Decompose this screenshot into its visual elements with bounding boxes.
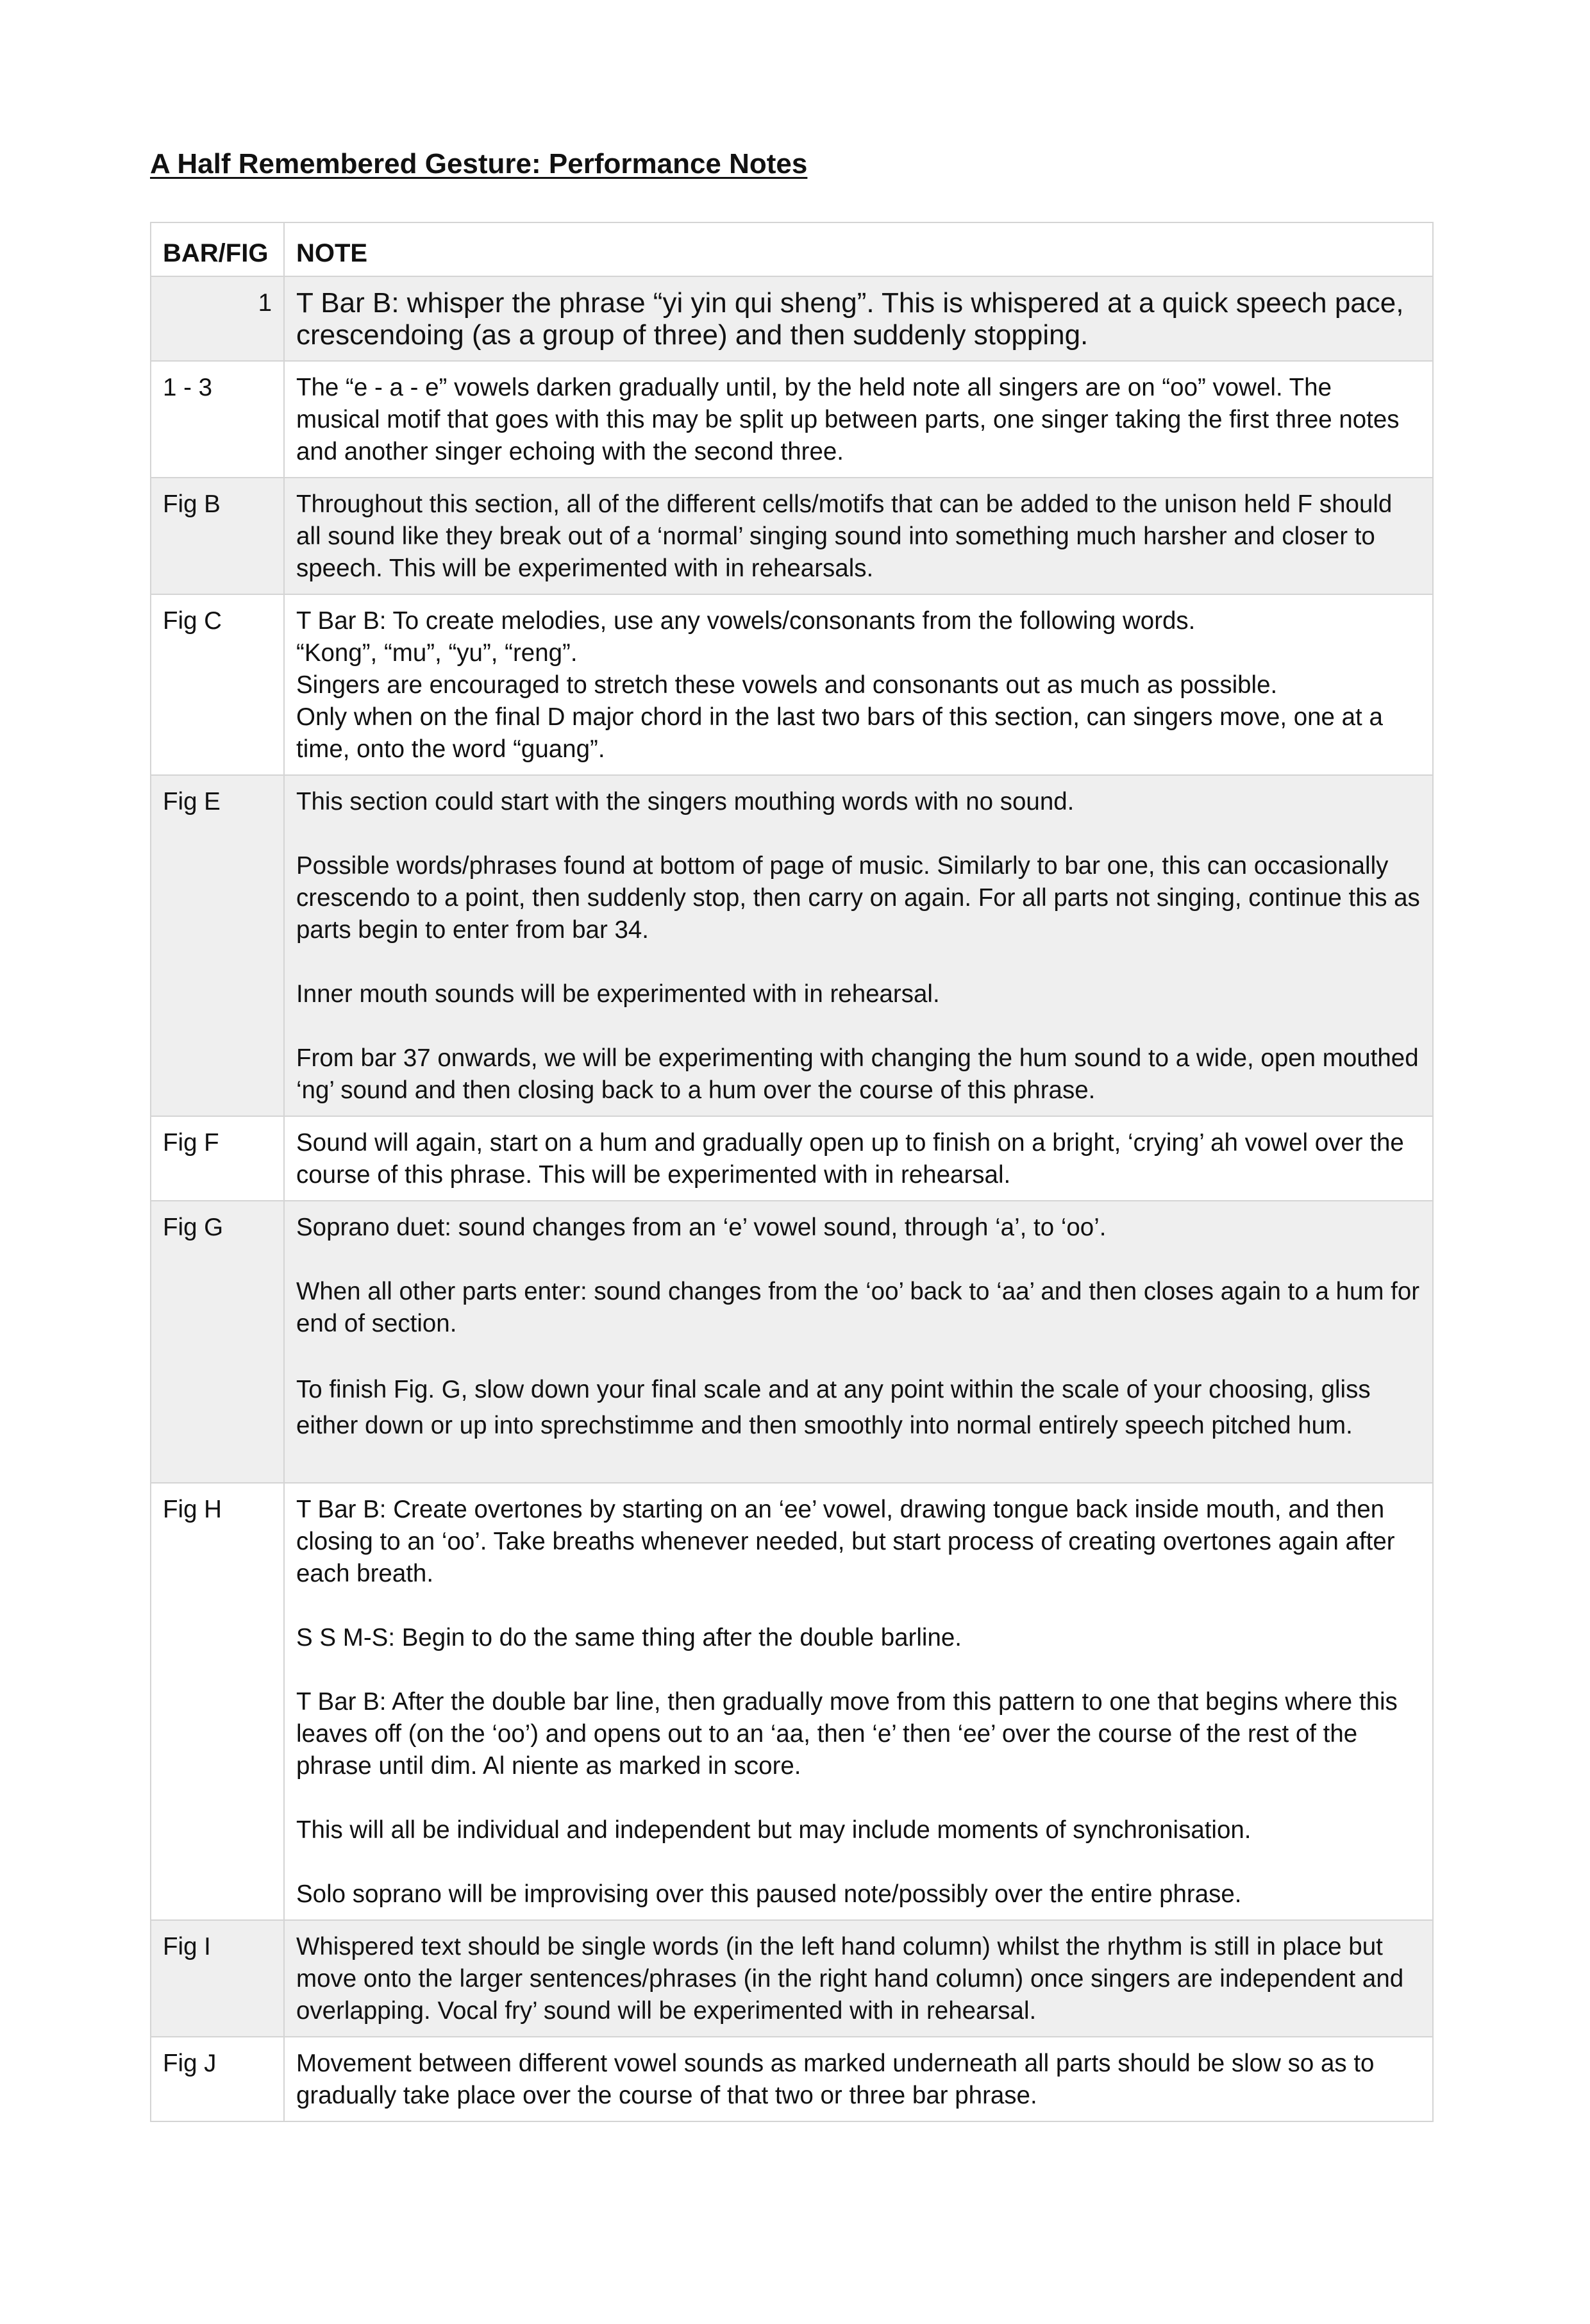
table-header-row (151, 222, 1433, 276)
note-paragraph: Throughout this section, all of the different cells/motifs that can be added to the unison held F should all sound like they break out of a ‘normal’ singing sound into something much harsher and closer to speech. This will be experimented with in rehearsals. (296, 490, 1393, 582)
table-row (151, 594, 1433, 775)
table-row (151, 775, 1433, 1116)
table-row (151, 361, 1433, 478)
page-title: A Half Remembered Gesture: Performance Notes (150, 148, 808, 180)
note-cell (284, 1201, 1433, 1483)
note-cell (284, 594, 1433, 775)
bar-fig-cell: Fig H (151, 1483, 284, 1920)
table-row (151, 2037, 1433, 2121)
table-row (151, 1116, 1433, 1201)
note-line: Only when on the final D major chord in the last two bars of this section, can singers move, one at a time, onto the word “guang”. (296, 703, 1383, 763)
note-cell (284, 2037, 1433, 2121)
note-paragraph: To finish Fig. G, slow down your final scale and at any point within the scale of your choosing, gliss either down or up into sprechstimme and then smoothly into normal entirely speech pitched hum. (296, 1376, 1371, 1439)
note-paragraph: From bar 37 onwards, we will be experimenting with changing the hum sound to a wide, open mouthed ‘ng’ sound and then closing back to a hum over the course of this phrase. (296, 1044, 1419, 1104)
note-paragraph: T Bar B: After the double bar line, then gradually move from this pattern to one that begins where this leaves off (on the ‘oo’) and opens out to an ‘aa, then ‘e’ then ‘ee’ over the course of the rest of the phrase until dim. Al niente as marked in score. (296, 1688, 1398, 1780)
note-cell (284, 775, 1433, 1116)
note-paragraph: Solo soprano will be improvising over this paused note/possibly over the entire phrase. (296, 1880, 1242, 1908)
note-paragraph: T Bar B: whisper the phrase “yi yin qui sheng”. This is whispered at a quick speech pace, crescendoing (as a group of three) and then suddenly stopping. (296, 287, 1404, 351)
column-header-note: NOTE (284, 222, 1433, 276)
note-line: “Kong”, “mu”, “yu”, “reng”. (296, 639, 578, 667)
column-header-bar-fig: BAR/FIG (151, 222, 284, 276)
note-cell (284, 478, 1433, 594)
note-paragraph: When all other parts enter: sound changes from the ‘oo’ back to ‘aa’ and then closes again to a hum for end of section. (296, 1278, 1420, 1337)
note-line: Singers are encouraged to stretch these vowels and consonants out as much as possible. (296, 671, 1278, 699)
note-paragraph: The “e - a - e” vowels darken gradually until, by the held note all singers are on “oo” vowel. The musical motif that goes with this may be split up between parts, one singer taking the first three notes and another singer echoing with the second three. (296, 374, 1400, 465)
note-cell (284, 1483, 1433, 1920)
note-paragraph: Soprano duet: sound changes from an ‘e’ vowel sound, through ‘a’, to ‘oo’. (296, 1214, 1107, 1241)
note-paragraph: Movement between different vowel sounds as marked underneath all parts should be slow so as to gradually take place over the course of that two or three bar phrase. (296, 2050, 1375, 2109)
note-paragraph: Whispered text should be single words (in the left hand column) whilst the rhythm is still in place but move onto the larger sentences/phrases (in the right hand column) once singers are independent and overlapping. Vocal fry’ sound will be experimented with in rehearsal. (296, 1933, 1404, 2025)
note-paragraph: This will all be individual and independent but may include moments of synchronisation. (296, 1816, 1251, 1844)
note-cell (284, 1116, 1433, 1201)
note-cell (284, 276, 1433, 361)
note-cell (284, 1920, 1433, 2037)
table-row (151, 1201, 1433, 1483)
bar-fig-cell: Fig J (151, 2037, 284, 2121)
note-paragraph: Inner mouth sounds will be experimented with in rehearsal. (296, 980, 940, 1008)
note-paragraph: S S M-S: Begin to do the same thing after the double barline. (296, 1624, 962, 1651)
bar-fig-cell: Fig F (151, 1116, 284, 1201)
bar-fig-cell: 1 (151, 276, 284, 361)
table-row (151, 1920, 1433, 2037)
performance-notes-table (150, 222, 1434, 2122)
note-cell (284, 361, 1433, 478)
bar-fig-cell: Fig B (151, 478, 284, 594)
note-paragraph: Possible words/phrases found at bottom of page of music. Similarly to bar one, this can occasionally crescendo to a point, then suddenly stop, then carry on again. For all parts not singing, continue this as parts begin to enter from bar 34. (296, 852, 1420, 944)
table-row (151, 1483, 1433, 1920)
bar-fig-cell: Fig C (151, 594, 284, 775)
bar-fig-cell: Fig E (151, 775, 284, 1116)
note-paragraph: T Bar B: Create overtones by starting on an ‘ee’ vowel, drawing tongue back inside mouth, and then closing to an ‘oo’. Take breaths whenever needed, but start process of creating overtones again after each breath. (296, 1496, 1395, 1587)
note-paragraph: Sound will again, start on a hum and gradually open up to finish on a bright, ‘crying’ ah vowel over the course of this phrase. This will be experimented with in rehearsal. (296, 1129, 1404, 1189)
table-row (151, 478, 1433, 594)
bar-fig-cell: Fig G (151, 1201, 284, 1483)
note-line: T Bar B: To create melodies, use any vowels/consonants from the following words. (296, 607, 1196, 635)
table-row (151, 276, 1433, 361)
bar-fig-cell: Fig I (151, 1920, 284, 2037)
note-paragraph: This section could start with the singers mouthing words with no sound. (296, 788, 1075, 815)
bar-fig-cell: 1 - 3 (151, 361, 284, 478)
